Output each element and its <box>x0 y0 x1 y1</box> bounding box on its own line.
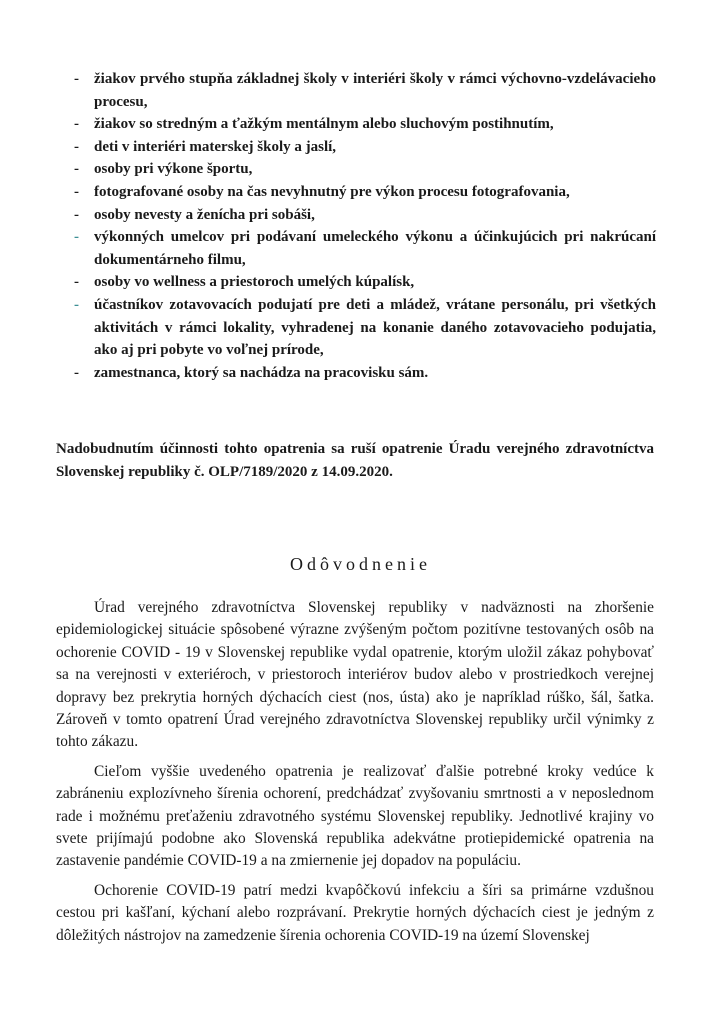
paragraph: Úrad verejného zdravotníctva Slovenskej republiky v nadväznosti na zhoršenie epidemiologickej situácie spôsobené výrazne zvýšeným počtom pozitívne testovaných osôb na ochorenie COVID - 19 v Slovenskej republike vydal opatrenie, ktorým uložil zákaz pohybovať sa na verejnosti v exteriéroch, v priestoroch interiérov budov alebo v prostriedkoch verejnej dopravy bez prekrytia horných dýchacích ciest (nos, ústa) ako je napríklad rúško, šál, šatka. Zároveň v tomto opatrení Úrad verejného zdravotníctva Slovenskej republiky určil výnimky z tohto zákazu. <box>56 599 654 751</box>
list-item-text: žiakov so stredným a ťažkým mentálnym alebo sluchovým postihnutím, <box>94 116 554 133</box>
list-item-text: účastníkov zotavovacích podujatí pre deti a mládež, vrátane personálu, pri všetkých aktivitách v rámci lokality, vyhradenej na konanie daného zotavovacieho podujatia, ako aj pri pobyte vo voľnej prírode, <box>94 296 656 359</box>
list-item <box>56 362 656 385</box>
list-item <box>56 226 656 271</box>
list-item <box>56 113 656 136</box>
list-item <box>56 294 656 362</box>
paragraph: Ochorenie COVID-19 patrí medzi kvapôčkovú infekciu a šíri sa primárne vzdušnou cestou pri kašľaní, kýchaní alebo rozprávaní. Prekrytie horných dýchacích ciest je jedným z dôležitých nástrojov na zamedzenie šírenia ochorenia COVID-19 na území Slovenskej <box>56 881 654 944</box>
list-item-text: osoby pri výkone športu, <box>94 161 253 178</box>
list-item <box>56 271 656 294</box>
list-dash: - <box>74 296 79 313</box>
cancellation-notice: Nadobudnutím účinnosti tohto opatrenia sa ruší opatrenie Úradu verejného zdravotníctva Slovenskej republiky č. OLP/7189/2020 z 14.09.2020. <box>56 441 654 480</box>
list-item <box>56 204 656 227</box>
list-dash: - <box>74 206 79 223</box>
exemption-list <box>56 68 656 384</box>
list-dash: - <box>74 229 79 246</box>
list-dash: - <box>74 274 79 291</box>
section-heading: Odôvodnenie <box>290 554 431 574</box>
list-item-text: osoby vo wellness a priestoroch umelých kúpalísk, <box>94 274 415 291</box>
list-dash: - <box>74 183 79 200</box>
list-item <box>56 181 656 204</box>
list-item-text: osoby nevesty a ženícha pri sobáši, <box>94 206 315 223</box>
paragraph: Cieľom vyššie uvedeného opatrenia je realizovať ďalšie potrebné kroky vedúce k zabráneniu explozívneho šírenia ochorení, predchádzať zvyšovaniu smrtnosti a v neposlednom rade i možnému preťaženiu zdravotného systému Slovenskej republiky. Jednotlivé krajiny vo svete prijímajú podobne ako Slovenská republika adekvátne protiepidemické opatrenia na zastavenie pandémie COVID-19 a na zmiernenie jej dopadov na populáciu. <box>56 762 654 870</box>
list-dash: - <box>74 71 79 87</box>
list-item-text: žiakov prvého stupňa základnej školy v interiéri školy v rámci výchovno-vzdelávacieho procesu, <box>94 71 656 110</box>
list-item <box>56 136 656 159</box>
justification-body <box>56 597 654 954</box>
list-dash: - <box>74 116 79 133</box>
list-item-text: výkonných umelcov pri podávaní umeleckého výkonu a účinkujúcich pri nakrúcaní dokumentárneho filmu, <box>94 229 656 268</box>
list-dash: - <box>74 364 79 381</box>
list-dash: - <box>74 138 79 155</box>
list-item-text: zamestnanca, ktorý sa nachádza na pracovisku sám. <box>94 364 429 381</box>
list-dash: - <box>74 161 79 178</box>
list-item-text: deti v interiéri materskej školy a jaslí, <box>94 138 337 155</box>
list-item-text: fotografované osoby na čas nevyhnutný pre výkon procesu fotografovania, <box>94 183 570 200</box>
list-item <box>56 158 656 181</box>
list-item <box>56 68 656 113</box>
